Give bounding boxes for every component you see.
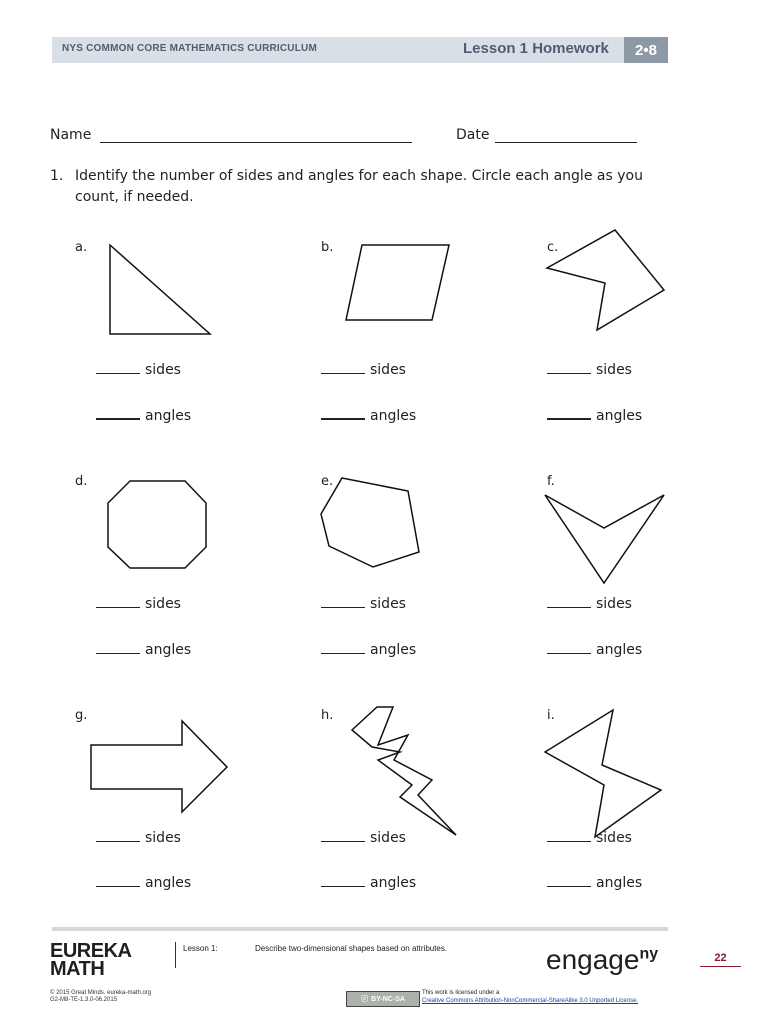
shape-a-sides[interactable]: sides (96, 362, 181, 378)
shape-h-sides[interactable]: sides (321, 830, 406, 846)
engageny-logo: engage$^{ny}$ (546, 944, 659, 975)
right-triangle-icon (110, 245, 210, 334)
hexagon-icon (321, 478, 419, 567)
concave-pentagon-icon (547, 230, 664, 330)
shape-f-sides[interactable]: sides (547, 596, 632, 612)
shape-h-label: h. (321, 708, 334, 723)
shape-g-angles[interactable]: angles (96, 875, 191, 891)
page-number: 22 (700, 952, 741, 967)
eureka-math-logo: EUREKA MATH (50, 940, 132, 980)
shape-f-angles[interactable]: angles (547, 642, 642, 658)
cc-license-badge: ⓒ BY-NC-SA (346, 991, 420, 1007)
lightning-bolt-icon (352, 707, 456, 835)
shape-b-sides[interactable]: sides (321, 362, 406, 378)
shape-b-label: b. (321, 240, 334, 255)
question-text-line2: count, if needed. (75, 189, 194, 205)
shape-g-label: g. (75, 708, 88, 723)
shape-c-label: c. (547, 240, 559, 255)
shape-i-label: i. (547, 708, 555, 723)
footer-lesson: Lesson 1: (183, 944, 218, 953)
shape-c-angles[interactable]: angles (547, 408, 642, 424)
concave-hexagon-icon (545, 710, 661, 837)
shape-i-sides[interactable]: sides (547, 830, 632, 846)
lesson-title: Lesson 1 Homework (463, 40, 609, 57)
license-text: This work is licensed under a (422, 990, 500, 996)
shape-b-angles[interactable]: angles (321, 408, 416, 424)
footer-divider (175, 942, 176, 968)
shape-d-label: d. (75, 474, 88, 489)
shape-e-label: e. (321, 474, 334, 489)
shape-d-sides[interactable]: sides (96, 596, 181, 612)
question-number: 1. (50, 168, 64, 184)
shape-d-angles[interactable]: angles (96, 642, 191, 658)
question-text-line1: Identify the number of sides and angles for each shape. Circle each angle as you (75, 168, 643, 184)
date-label: Date (456, 127, 490, 143)
shape-e-sides[interactable]: sides (321, 596, 406, 612)
octagon-icon (108, 481, 206, 568)
concave-quadrilateral-icon (545, 495, 664, 583)
copyright: © 2015 Great Minds. eureka-math.org G2-M8-TE-1.3.0-06.2015 (50, 990, 152, 1003)
footer-description: Describe two-dimensional shapes based on attributes. (255, 944, 448, 953)
shape-a-angles[interactable]: angles (96, 408, 191, 424)
footer-rule (52, 927, 668, 931)
parallelogram-icon (346, 245, 449, 320)
shape-c-sides[interactable]: sides (547, 362, 632, 378)
shape-f-label: f. (547, 474, 555, 489)
shape-h-angles[interactable]: angles (321, 875, 416, 891)
curriculum-title: NYS COMMON CORE MATHEMATICS CURRICULUM (62, 43, 317, 54)
shape-a-label: a. (75, 240, 88, 255)
shape-i-angles[interactable]: angles (547, 875, 642, 891)
shape-g-sides[interactable]: sides (96, 830, 181, 846)
shape-e-angles[interactable]: angles (321, 642, 416, 658)
module-badge: 2•8 (624, 37, 668, 63)
arrow-icon (91, 721, 227, 812)
name-label: Name (50, 127, 92, 143)
license-link[interactable]: Creative Commons Attribution-NonCommercial-ShareAlike 3.0 Unported License. (422, 998, 639, 1004)
